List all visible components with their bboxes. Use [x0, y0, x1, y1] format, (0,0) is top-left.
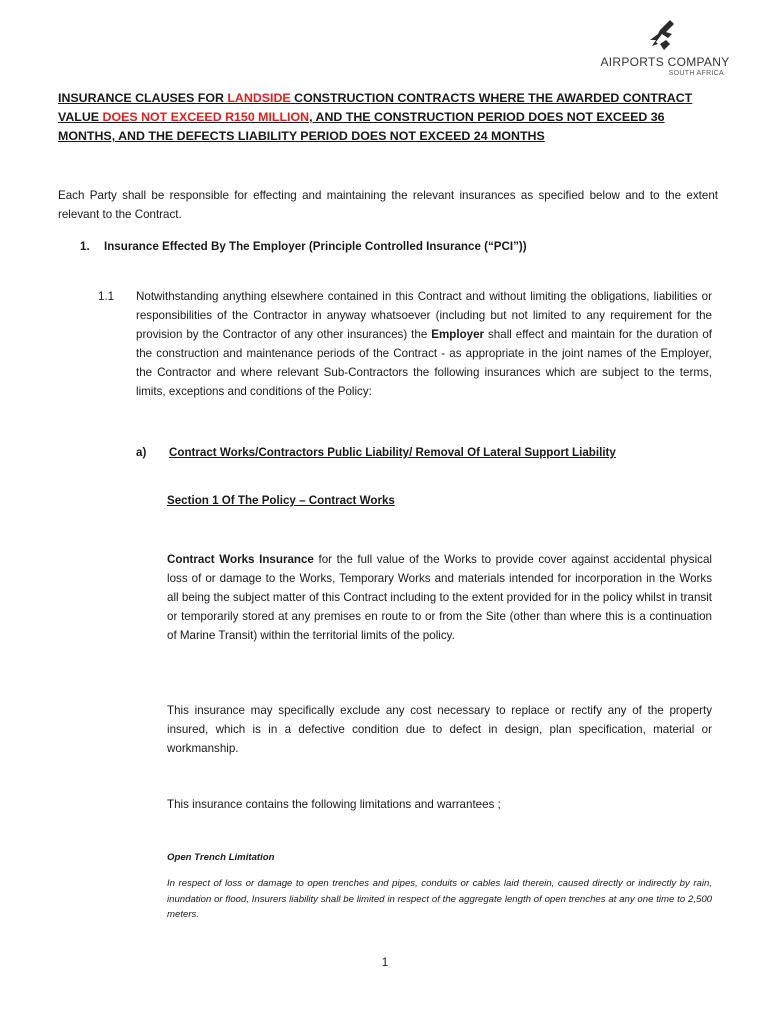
- document-title: [58, 89, 718, 146]
- company-logo: [600, 18, 730, 82]
- clause-1-1-number: 1.1: [98, 290, 115, 303]
- exclusion-paragraph: This insurance may specifically exclude any cost necessary to replace or rectify any of the property insured, which is in a defective condition due to defect in design, plan specification, material or workmanship.: [167, 704, 712, 755]
- clause-1-1-text-b: shall effect and maintain for the duration of the construction and maintenance periods of the Contract - as appropriate in the joint names of the Employer, the Contractor and where relevant Sub-Contractors the following insurances which are subject to the terms, limits, exceptions and conditions of the Policy:: [136, 328, 712, 398]
- logo-company-name: AIRPORTS COMPANY: [600, 55, 730, 69]
- section-1-heading: [80, 240, 527, 253]
- clause-1-1-text-a: Notwithstanding anything elsewhere contained in this Contract and without limiting the obligations, liabilities or responsibilities of the Contractor in anyway whatsoever (including but not limited to any requirement for the provision by the Contractor of any other insurances) the: [136, 290, 712, 341]
- open-trench-title: Open Trench Limitation: [167, 852, 275, 863]
- contract-works-text: for the full value of the Works to provide cover against accidental physical loss of or damage to the Works, Temporary Works and materials intended for incorporation in the Works all being the subject matter of this Contract including to the extent provided for in the policy whilst in transit or temporarily stored at any premises en route to or from the Site (other than where this is a continuation of Marine Transit) within the territorial limits of the policy.: [167, 553, 712, 642]
- contract-works-term: Contract Works Insurance: [167, 553, 314, 566]
- title-value-limit-highlight: DOES NOT EXCEED R150 MILLION: [102, 110, 310, 124]
- item-a-heading: Contract Works/Contractors Public Liability/ Removal Of Lateral Support Liability: [169, 446, 616, 459]
- title-part-3: , AND THE CONSTRUCTION PERIOD DOES NOT EXCEED 36 MONTHS, AND THE DEFECTS LIABILITY PERIOD DOES NOT EXCEED 24 MONTHS: [58, 110, 665, 143]
- item-a-label: a): [136, 446, 147, 459]
- open-trench-paragraph: In respect of loss or damage to open trenches and pipes, conduits or cables laid therein, caused directly or indirectly by rain, inundation or flood, Insurers liability shall be limited in respect of the aggregate length of open trenches at any one time to 2,500 meters.: [167, 878, 712, 920]
- section-1-title: Insurance Effected By The Employer (Principle Controlled Insurance (“PCI”)): [104, 240, 527, 253]
- page-number: 1: [381, 956, 389, 969]
- clause-1-1-employer: Employer: [431, 328, 485, 341]
- policy-section-heading: Section 1 Of The Policy – Contract Works: [167, 494, 395, 507]
- section-1-number: 1.: [80, 240, 90, 253]
- clause-1-1-paragraph: [136, 287, 712, 401]
- title-part-1: INSURANCE CLAUSES FOR: [58, 91, 228, 105]
- logo-company-country: SOUTH AFRICA: [668, 70, 724, 77]
- intro-paragraph: Each Party shall be responsible for effecting and maintaining the relevant insurances as specified below and to the extent relevant to the Contract.: [58, 189, 718, 221]
- title-landside-highlight: LANDSIDE: [227, 91, 291, 105]
- contract-works-paragraph: [167, 550, 712, 645]
- acsa-emblem-icon: [644, 18, 684, 54]
- title-part-2: CONSTRUCTION CONTRACTS WHERE THE AWARDED CONTRACT VALUE: [58, 91, 693, 124]
- limitations-paragraph: This insurance contains the following limitations and warrantees ;: [167, 798, 501, 811]
